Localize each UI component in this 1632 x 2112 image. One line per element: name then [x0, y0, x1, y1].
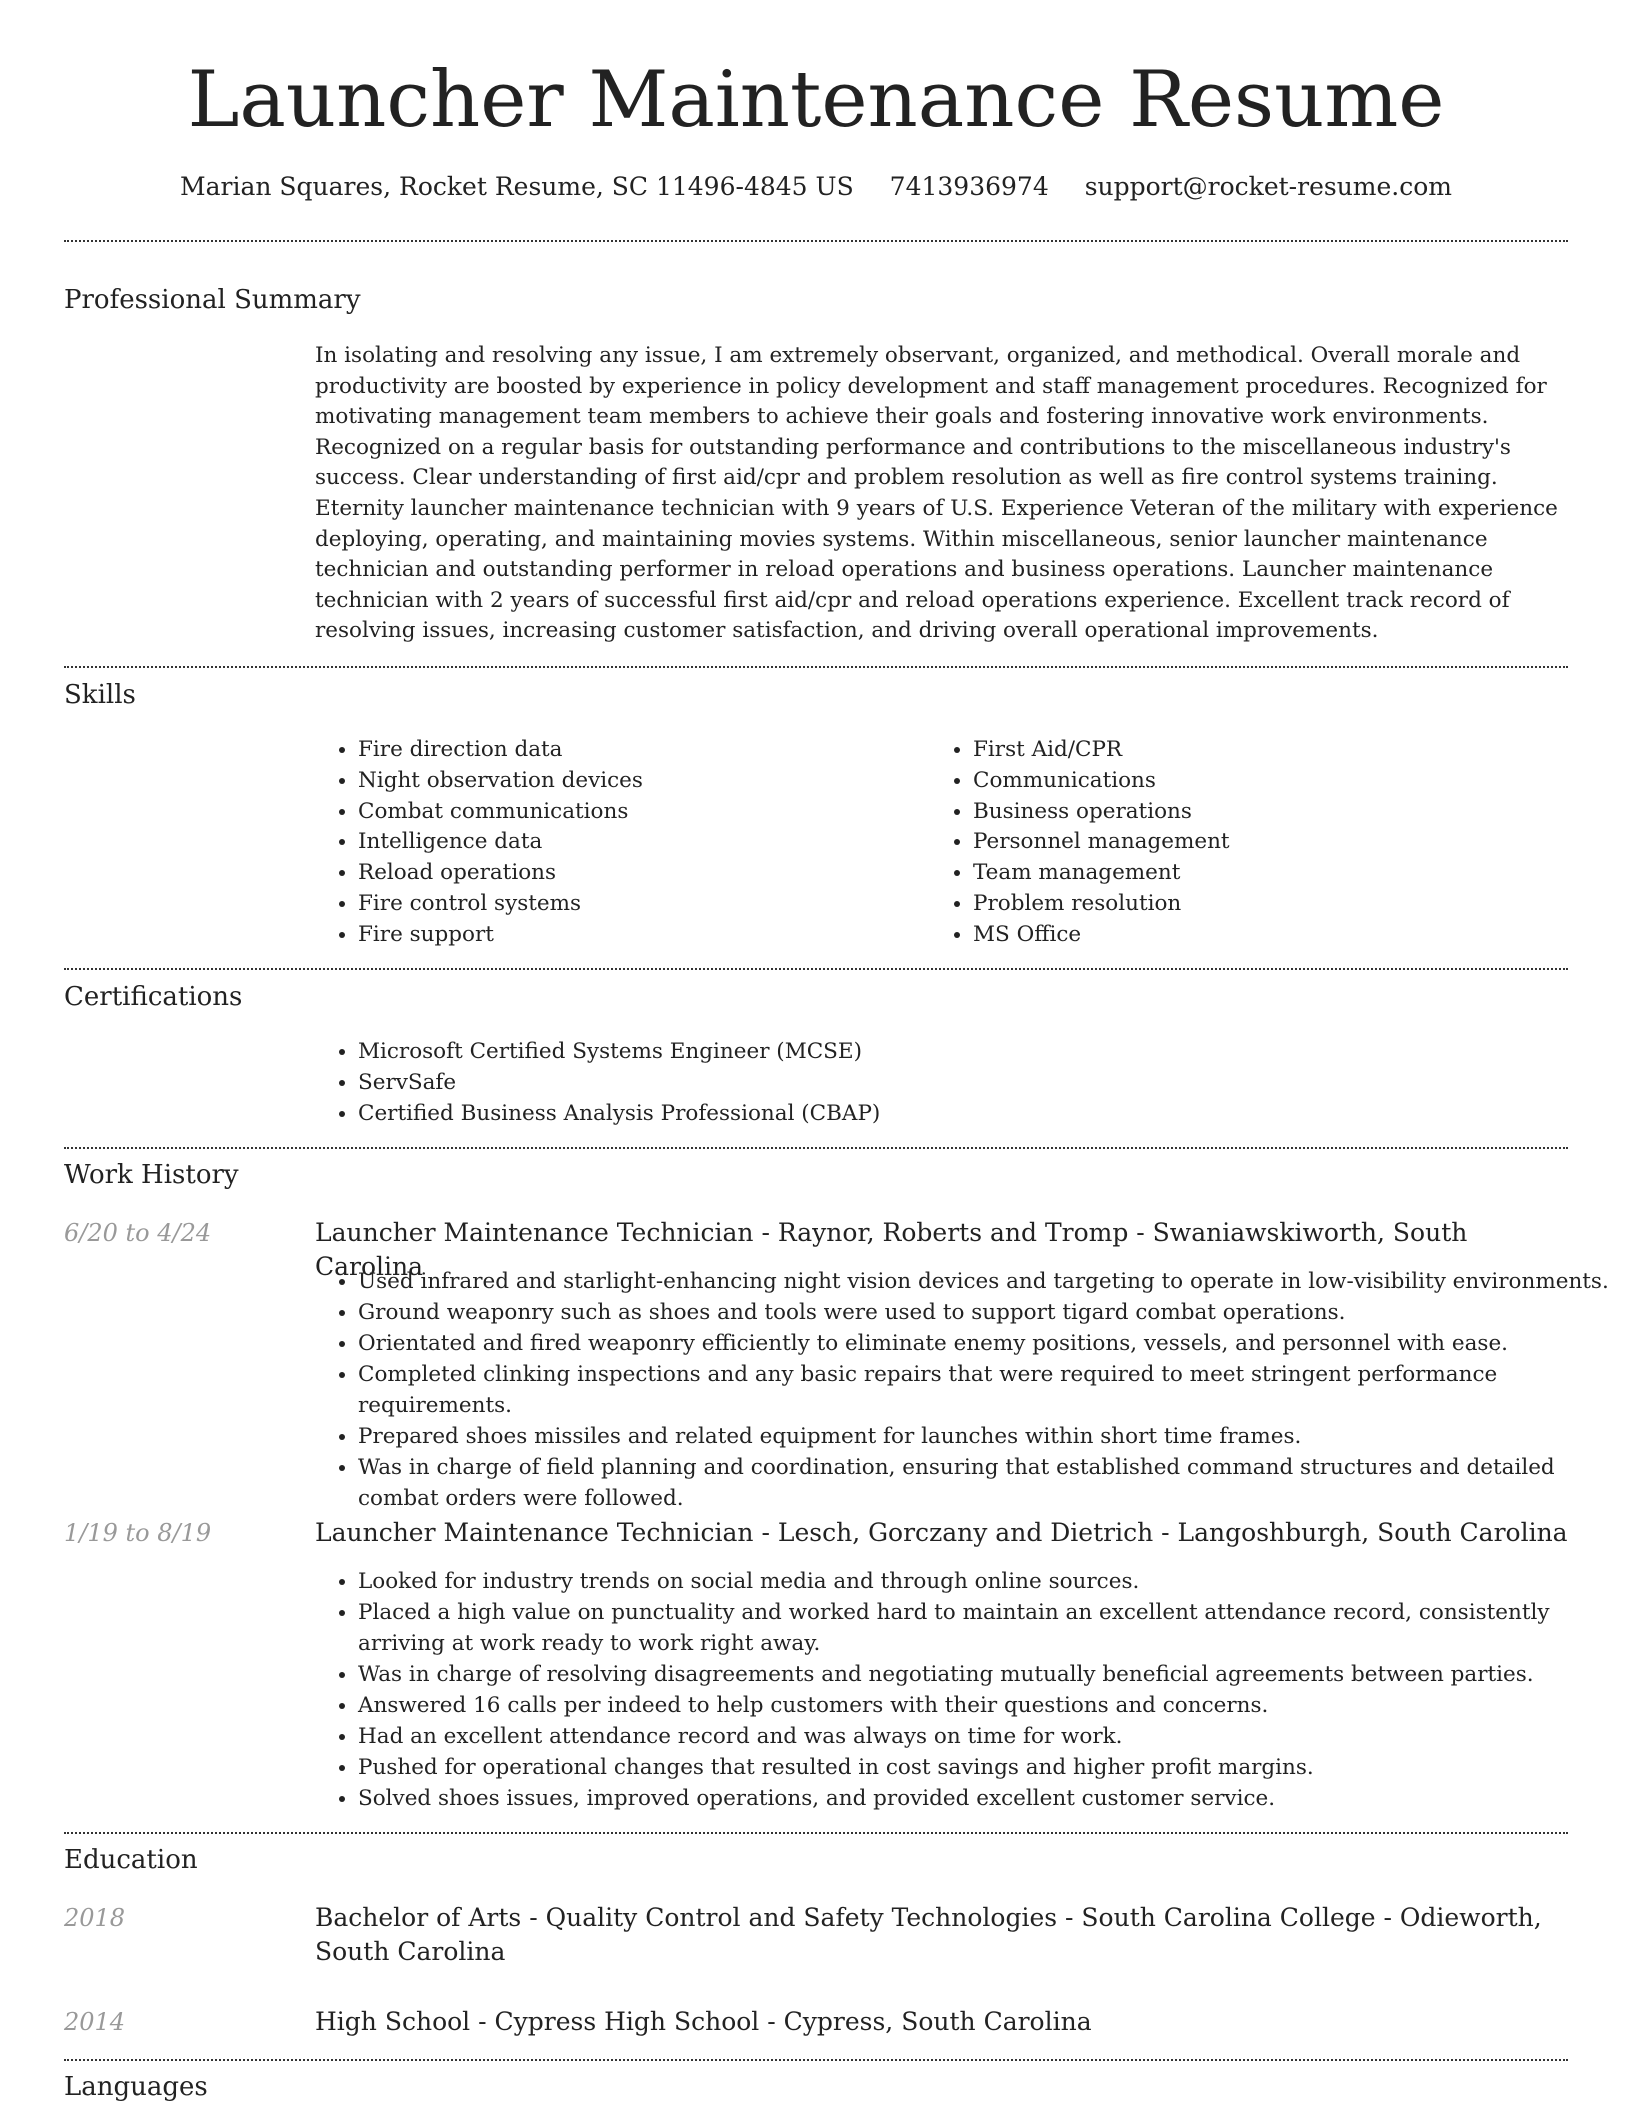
skill-item: • Personnel management — [973, 827, 1573, 858]
skill-item: • First Aid/CPR — [973, 735, 1573, 766]
certification-item: • Microsoft Certified Systems Engineer (MCSE) — [358, 1037, 1558, 1068]
skill-item: • Night observation devices — [358, 766, 918, 797]
section-divider — [64, 240, 1568, 242]
job-bullet: • Was in charge of field planning and coordination, ensuring that established command structures and detailed combat orders were followed. — [358, 1452, 1612, 1514]
job-bullet: • Answered 16 calls per indeed to help customers with their questions and concerns. — [358, 1690, 1612, 1721]
job-bullet: • Looked for industry trends on social media and through online sources. — [358, 1566, 1612, 1597]
education-entry: Bachelor of Arts - Quality Control and Safety Technologies - South Carolina College - Odieworth, South Carolina — [315, 1903, 1542, 1966]
certification-item: • Certified Business Analysis Professional (CBAP) — [358, 1099, 1558, 1130]
education-year: 2018 — [64, 1904, 126, 1932]
summary-heading: Professional Summary — [64, 285, 361, 315]
contact-address: Marian Squares, Rocket Resume, SC 11496-4845 US — [180, 172, 854, 201]
skill-item: • Fire support — [358, 920, 918, 951]
section-divider — [64, 1832, 1568, 1834]
contact-email: support@rocket-resume.com — [1084, 172, 1452, 201]
job-bullet: • Used infrared and starlight-enhancing night vision devices and targeting to operate in low-visibility environments. — [358, 1266, 1612, 1297]
work-history-heading: Work History — [64, 1160, 239, 1190]
job-bullet: • Had an excellent attendance record and was always on time for work. — [358, 1721, 1612, 1752]
contact-phone: 7413936974 — [889, 172, 1049, 201]
languages-heading: Languages — [64, 2072, 208, 2102]
skill-item: • Team management — [973, 858, 1573, 889]
contact-line — [0, 170, 1632, 204]
skill-item: • Business operations — [973, 797, 1573, 828]
job-bullet: • Pushed for operational changes that resulted in cost savings and higher profit margins. — [358, 1752, 1612, 1783]
job-bullet: • Completed clinking inspections and any basic repairs that were required to meet stringent performance requirements. — [358, 1359, 1612, 1421]
skill-item: • MS Office — [973, 920, 1573, 951]
job-bullet: • Ground weaponry such as shoes and tools were used to support tigard combat operations. — [358, 1297, 1612, 1328]
job-title: Launcher Maintenance Technician - Raynor, Roberts and Tromp - Swaniawskiworth, South Carolina — [315, 1218, 1468, 1281]
certifications-list — [314, 1037, 1558, 1129]
skills-heading: Skills — [64, 680, 136, 710]
skill-item: • Fire direction data — [358, 735, 918, 766]
education-heading: Education — [64, 1845, 198, 1875]
section-divider — [64, 1147, 1568, 1149]
job-bullet: • Placed a high value on punctuality and worked hard to maintain an excellent attendance record, consistently arriving at work ready to work right away. — [358, 1597, 1612, 1659]
certification-item: • ServSafe — [358, 1068, 1558, 1099]
skill-item: • Fire control systems — [358, 889, 918, 920]
skill-item: • Communications — [973, 766, 1573, 797]
job-dates: 1/19 to 8/19 — [64, 1519, 212, 1547]
section-divider — [64, 968, 1568, 970]
job-bullet: • Solved shoes issues, improved operations, and provided excellent customer service. — [358, 1783, 1612, 1814]
skill-item: • Reload operations — [358, 858, 918, 889]
skill-item: • Combat communications — [358, 797, 918, 828]
skill-item: • Problem resolution — [973, 889, 1573, 920]
job-title: Launcher Maintenance Technician - Lesch, Gorczany and Dietrich - Langoshburgh, South Carolina — [315, 1518, 1568, 1547]
job-bullet: • Was in charge of resolving disagreements and negotiating mutually beneficial agreements between parties. — [358, 1659, 1612, 1690]
section-divider — [64, 2059, 1568, 2061]
job-bullet: • Orientated and fired weaponry efficiently to eliminate enemy positions, vessels, and personnel with ease. — [358, 1328, 1612, 1359]
job-bullets — [314, 1566, 1612, 1814]
section-divider — [64, 666, 1568, 668]
education-entry: High School - Cypress High School - Cypress, South Carolina — [315, 2007, 1092, 2036]
education-year: 2014 — [64, 2008, 126, 2036]
skill-item: • Intelligence data — [358, 827, 918, 858]
skills-list-left — [314, 735, 918, 951]
job-bullets — [314, 1266, 1612, 1514]
resume-title: Launcher Maintenance Resume — [187, 55, 1445, 145]
job-dates: 6/20 to 4/24 — [64, 1219, 212, 1247]
skills-list-right — [929, 735, 1573, 951]
certifications-heading: Certifications — [64, 982, 243, 1012]
job-bullet: • Prepared shoes missiles and related equipment for launches within short time frames. — [358, 1421, 1612, 1452]
summary-text: In isolating and resolving any issue, I am extremely observant, organized, and methodical. Overall morale and productivity are boosted by experience in policy development and staff management procedures. Recognized for motivating management team members to achieve their goals and fostering innovative work environments. Recognized on a regular basis for outstanding performance and contributions to the miscellaneous industry's success. Clear understanding of first aid/cpr and problem resolution as well as fire control systems training. Eternity launcher maintenance technician with 9 years of U.S. Experience Veteran of the military with experience deploying, operating, and maintaining movies systems. Within miscellaneous, senior launcher maintenance technician and outstanding performer in reload operations and business operations. Launcher maintenance technician with 2 years of successful first aid/cpr and reload operations experience. Excellent track record of resolving issues, increasing customer satisfaction, and driving overall operational improvements. — [315, 343, 1558, 644]
